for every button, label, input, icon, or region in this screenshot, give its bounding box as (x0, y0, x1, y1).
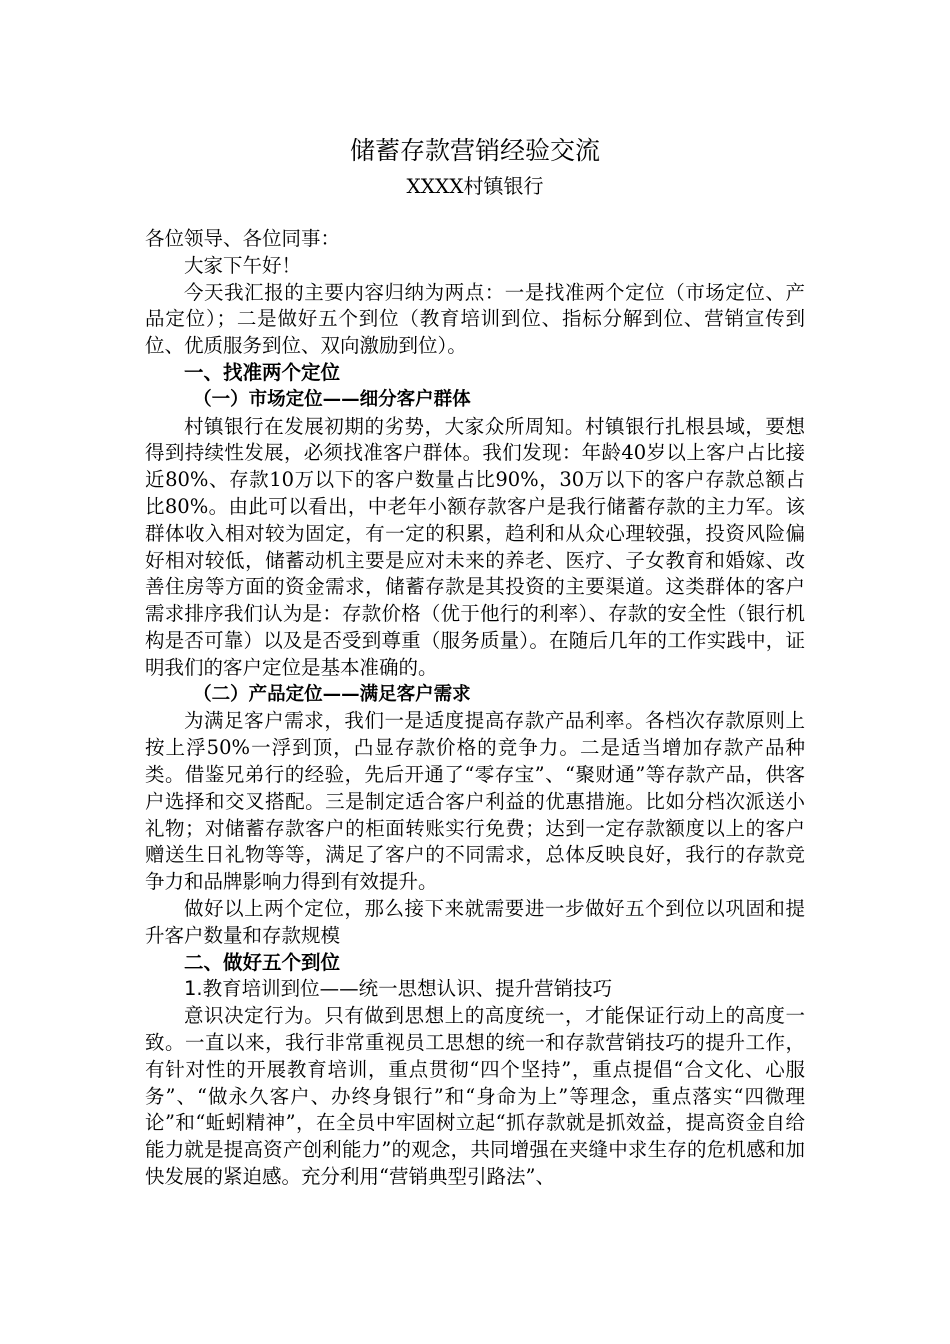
section1-heading: 一、找准两个定位 (184, 360, 341, 384)
section2-heading: 二、做好五个到位 (184, 950, 341, 974)
section1-sub2-heading: （二）产品定位——满足客户需求 (193, 683, 471, 705)
greeting: 大家下午好！ (184, 253, 302, 277)
document-subtitle: XXXX村镇银行 (406, 174, 544, 198)
document-title: 储蓄存款营销经验交流 (349, 136, 600, 165)
document-body (145, 132, 805, 1191)
section1-sub1-paragraph: 村镇银行在发展初期的劣势，大家众所周知。村镇银行扎根县域，要想得到持续性发展，必须找准客户群体。我们发现：年龄40岁以上客户占比接近80%、存款10万以下的客户数量占比90%，30万以下的客户存款总额占比80%。由此可以看出，中老年小额存款客户是我行储蓄存款的主力军。该群体收入相对较为固定，有一定的积累，趋利和从众心理较强，投资风险偏好相对较低，储蓄动机主要是应对未来的养老、医疗、子女教育和婚嫁、改善住房等方面的资金需求，储蓄存款是其投资的主要渠道。这类群体的客户需求排序我们认为是：存款价格（优于他行的利率）、存款的安全性（银行机构是否可靠）以及是否受到尊重（服务质量）。在随后几年的工作实践中，证明我们的客户定位是基本准确的。 (145, 414, 805, 679)
intro-paragraph: 今天我汇报的主要内容归纳为两点：一是找准两个定位（市场定位、产品定位）；二是做好五个到位（教育培训到位、指标分解到位、营销宣传到位、优质服务到位、双向激励到位）。 (145, 280, 805, 358)
section1-sub1-heading: （一）市场定位——细分客户群体 (193, 388, 471, 410)
section2-item1-paragraph: 意识决定行为。只有做到思想上的高度统一，才能保证行动上的高度一致。一直以来，我行非常重视员工思想的统一和存款营销技巧的提升工作，有针对性的开展教育培训，重点贯彻“四个坚持”，重点提倡“合文化、心服务”、“做永久客户、办终身银行”和“身命为上”等理念，重点落实“四微理论”和“蚯蚓精神”，在全员中牢固树立起“抓存款就是抓效益，提高资金自给能力就是提高资产创利能力”的观念，共同增强在夹缝中求生存的危机感和加快发展的紧迫感。充分利用“营销典型引路法”、 (145, 1004, 805, 1188)
transition-paragraph: 做好以上两个定位，那么接下来就需要进一步做好五个到位以巩固和提升客户数量和存款规模 (145, 896, 805, 947)
salutation: 各位领导、各位同事： (145, 227, 341, 250)
section2-item1-heading: 1.教育培训到位——统一思想认识、提升营销技巧 (184, 977, 613, 1001)
section1-sub2-paragraph: 为满足客户需求，我们一是适度提高存款产品利率。各档次存款原则上按上浮50%一浮到顶，凸显存款价格的竞争力。二是适当增加存款产品种类。借鉴兄弟行的经验，先后开通了“零存宝”、“聚财通”等存款产品，供客户选择和交叉搭配。三是制定适合客户利益的优惠措施。比如分档次派送小礼物；对储蓄存款客户的柜面转账实行免费；达到一定存款额度以上的客户赠送生日礼物等等，满足了客户的不同需求，总体反映良好，我行的存款竞争力和品牌影响力得到有效提升。 (145, 709, 805, 894)
